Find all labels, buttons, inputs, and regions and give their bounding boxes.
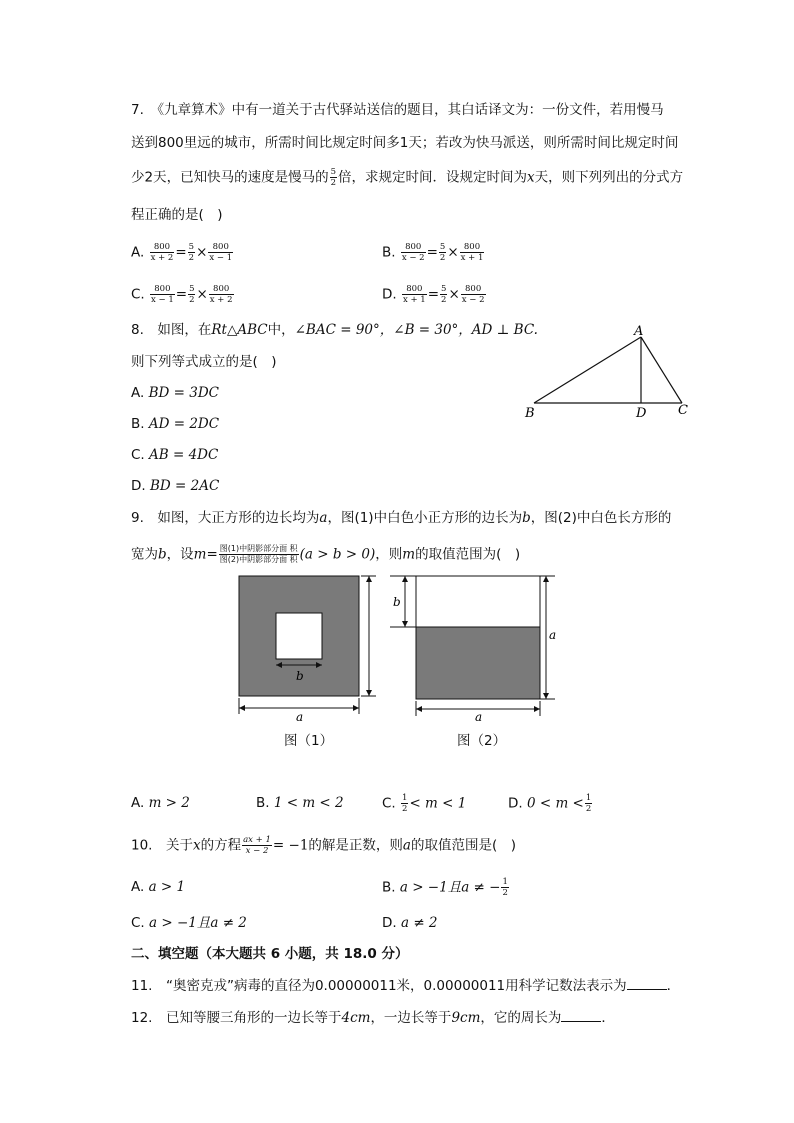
q9-option-a[interactable]: A. m > 2: [131, 795, 190, 811]
q8-option-b[interactable]: B. AD = 2DC: [131, 416, 220, 432]
vertex-label-b: B: [525, 406, 535, 421]
q10-option-d[interactable]: D. a ≠ 2: [382, 915, 438, 931]
q8-line-2: 则下列等式成立的是( ): [131, 354, 277, 370]
fig1-label-a: a: [296, 710, 304, 724]
q7-line-2: 送到800里远的城市，所需时间比规定时间多1天；若改为快马派送，则所需时间比规定时间: [131, 135, 679, 151]
fig2-label-a-right: a: [549, 628, 557, 642]
q8-option-c[interactable]: C. AB = 4DC: [131, 447, 219, 463]
fig1-caption: 图（1）: [284, 733, 334, 749]
q9-line-2: 宽为b，设m= $\frac{\text{图(1)中阴影部分面 积}}{\text{图(2)中阴影部分面 积}}$ (a > b > 0)，则m的取值范围为( ): [131, 544, 521, 564]
q8-option-d[interactable]: D. BD = 2AC: [131, 478, 220, 494]
square-figures: [230, 570, 570, 760]
q7-line-3: 少2天，已知快马的速度是慢马的 $\frac{5}{2}$ 倍，求规定时间．设规定时间为x天，则下列列出的分式方: [131, 167, 684, 188]
q7-option-c[interactable]: C. $\frac{800}{x - 1}$ = $\frac{5}{2}$ × $\frac{800}{x + 2}$: [131, 284, 233, 305]
fig1-label-b: b: [296, 669, 304, 683]
q10-option-c[interactable]: C. a > −1且a ≠ 2: [131, 915, 247, 931]
q8-line-1: 8. 如图，在Rt△ABC中，∠BAC = 90°，∠B = 30°，AD ⊥ BC.: [131, 322, 538, 338]
q11-line: 11. “奥密克戎”病毒的直径为0.00000011米，0.00000011用科学记数法表示为 ．: [131, 978, 681, 994]
q9-option-d[interactable]: D. 0 < m < $\frac{1}{2}$: [508, 793, 592, 814]
q10-line-1: 10. 关于x的方程 $\frac{ax + 1}{x - 2}$ = −1的解是正数，则a的取值范围是( ): [131, 835, 517, 856]
q7-line-1: 7. 《九章算术》中有一道关于古代驿站送信的题目，其白话译文为：一份文件，若用慢马: [131, 102, 664, 118]
q12-line: 12. 已知等腰三角形的一边长等于4cm，一边长等于9cm，它的周长为 ．: [131, 1010, 615, 1026]
q9-line-1: 9. 如图，大正方形的边长均为a，图(1)中白色小正方形的边长为b，图(2)中白色长方形的: [131, 510, 672, 526]
q7-option-b[interactable]: B. $\frac{800}{x - 2}$ = $\frac{5}{2}$ × $\frac{800}{x + 1}$: [382, 242, 484, 263]
fig2-label-a-bottom: a: [475, 710, 483, 724]
q10-option-a[interactable]: A. a > 1: [131, 879, 186, 895]
triangle-side-ba: [534, 337, 641, 403]
section-heading-fill-in: 二、填空题（本大题共 6 小题，共 18.0 分）: [131, 946, 409, 962]
triangle-figure: [520, 322, 700, 422]
vertex-label-a: A: [634, 324, 644, 339]
fig2-caption: 图（2）: [457, 733, 507, 749]
q7-option-d[interactable]: D. $\frac{800}{x + 1}$ = $\frac{5}{2}$ × $\frac{800}{x - 2}$: [382, 284, 485, 305]
fig1-white-square: [276, 613, 322, 659]
triangle-side-ac: [641, 337, 682, 403]
q9-option-c[interactable]: C. $\frac{1}{2}$ < m < 1: [382, 793, 467, 814]
q10-option-b[interactable]: B. a > −1且a ≠ − $\frac{1}{2}$: [382, 877, 508, 898]
q7-option-a[interactable]: A. $\frac{800}{x + 2}$ = $\frac{5}{2}$ × $\frac{800}{x - 1}$: [131, 242, 233, 263]
fig2-shaded-rect: [416, 627, 540, 699]
q8-option-a[interactable]: A. BD = 3DC: [131, 385, 219, 401]
fig2-label-b: b: [393, 595, 401, 609]
q9-option-b[interactable]: B. 1 < m < 2: [256, 795, 344, 811]
vertex-label-d: D: [636, 406, 647, 421]
q7-line-4: 程正确的是( ): [131, 207, 223, 223]
q11-answer-blank[interactable]: [627, 976, 667, 990]
q12-answer-blank[interactable]: [561, 1008, 601, 1022]
vertex-label-c: C: [678, 403, 688, 418]
